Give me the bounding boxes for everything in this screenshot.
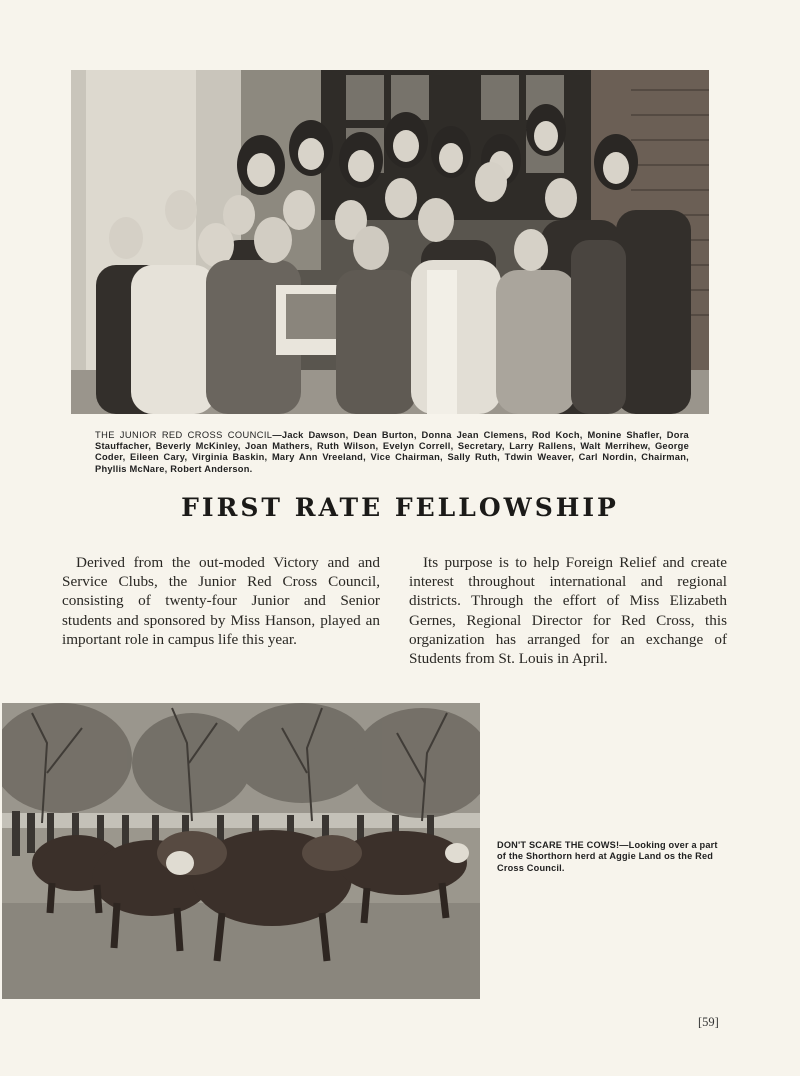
cow-herd-photo [2,703,480,999]
article-paragraph-right [409,553,727,668]
council-photo-caption [95,430,689,475]
council-caption-lead: THE JUNIOR RED CROSS COUNCIL [95,430,273,440]
council-group-photo [71,70,709,414]
page-title: FIRST RATE FELLOWSHIP [181,493,619,522]
page-number: [59] [698,1015,719,1029]
council-group-photo-art [71,70,709,414]
article-paragraph-left [62,553,380,649]
article-text-left: Derived from the out-moded Victory and and Service Clubs, the Junior Red Cross Council, consisting of twenty-four Junior and Senior students and sponsored by Miss Hanson, played an important role in campus life this year. [62,554,380,648]
cow-photo-caption: DON'T SCARE THE COWS!—Looking over a part of the Shorthorn herd at Aggie Land os the Red Cross Council. [497,840,718,873]
cow-herd-photo-art [2,703,480,999]
council-caption-names: —Jack Dawson, Dean Burton, Donna Jean Clemens, Rod Koch, Monine Shafler, Dora Stauffacher, Beverly McKinley, Joan Mathers, Ruth Wilson, Evelyn Correll, Secretary, Larry Rallens, Walt Merrihew, George Coder, Eileen Cary, Virginia Baskin, Mary Ann Vreeland, Vice Chairman, Sally Ruth, Tdwin Weaver, Carl Nordin, Chairman, Phyllis McNare, Robert Anderson. [95,430,689,474]
article-text-right: Its purpose is to help Foreign Relief and create interest throughout international and regional districts. Through the effort of Miss Elizabeth Gernes, Regional Director for Red Cross, this organization has arranged for an exchange of Students from St. Louis in April. [409,554,727,668]
